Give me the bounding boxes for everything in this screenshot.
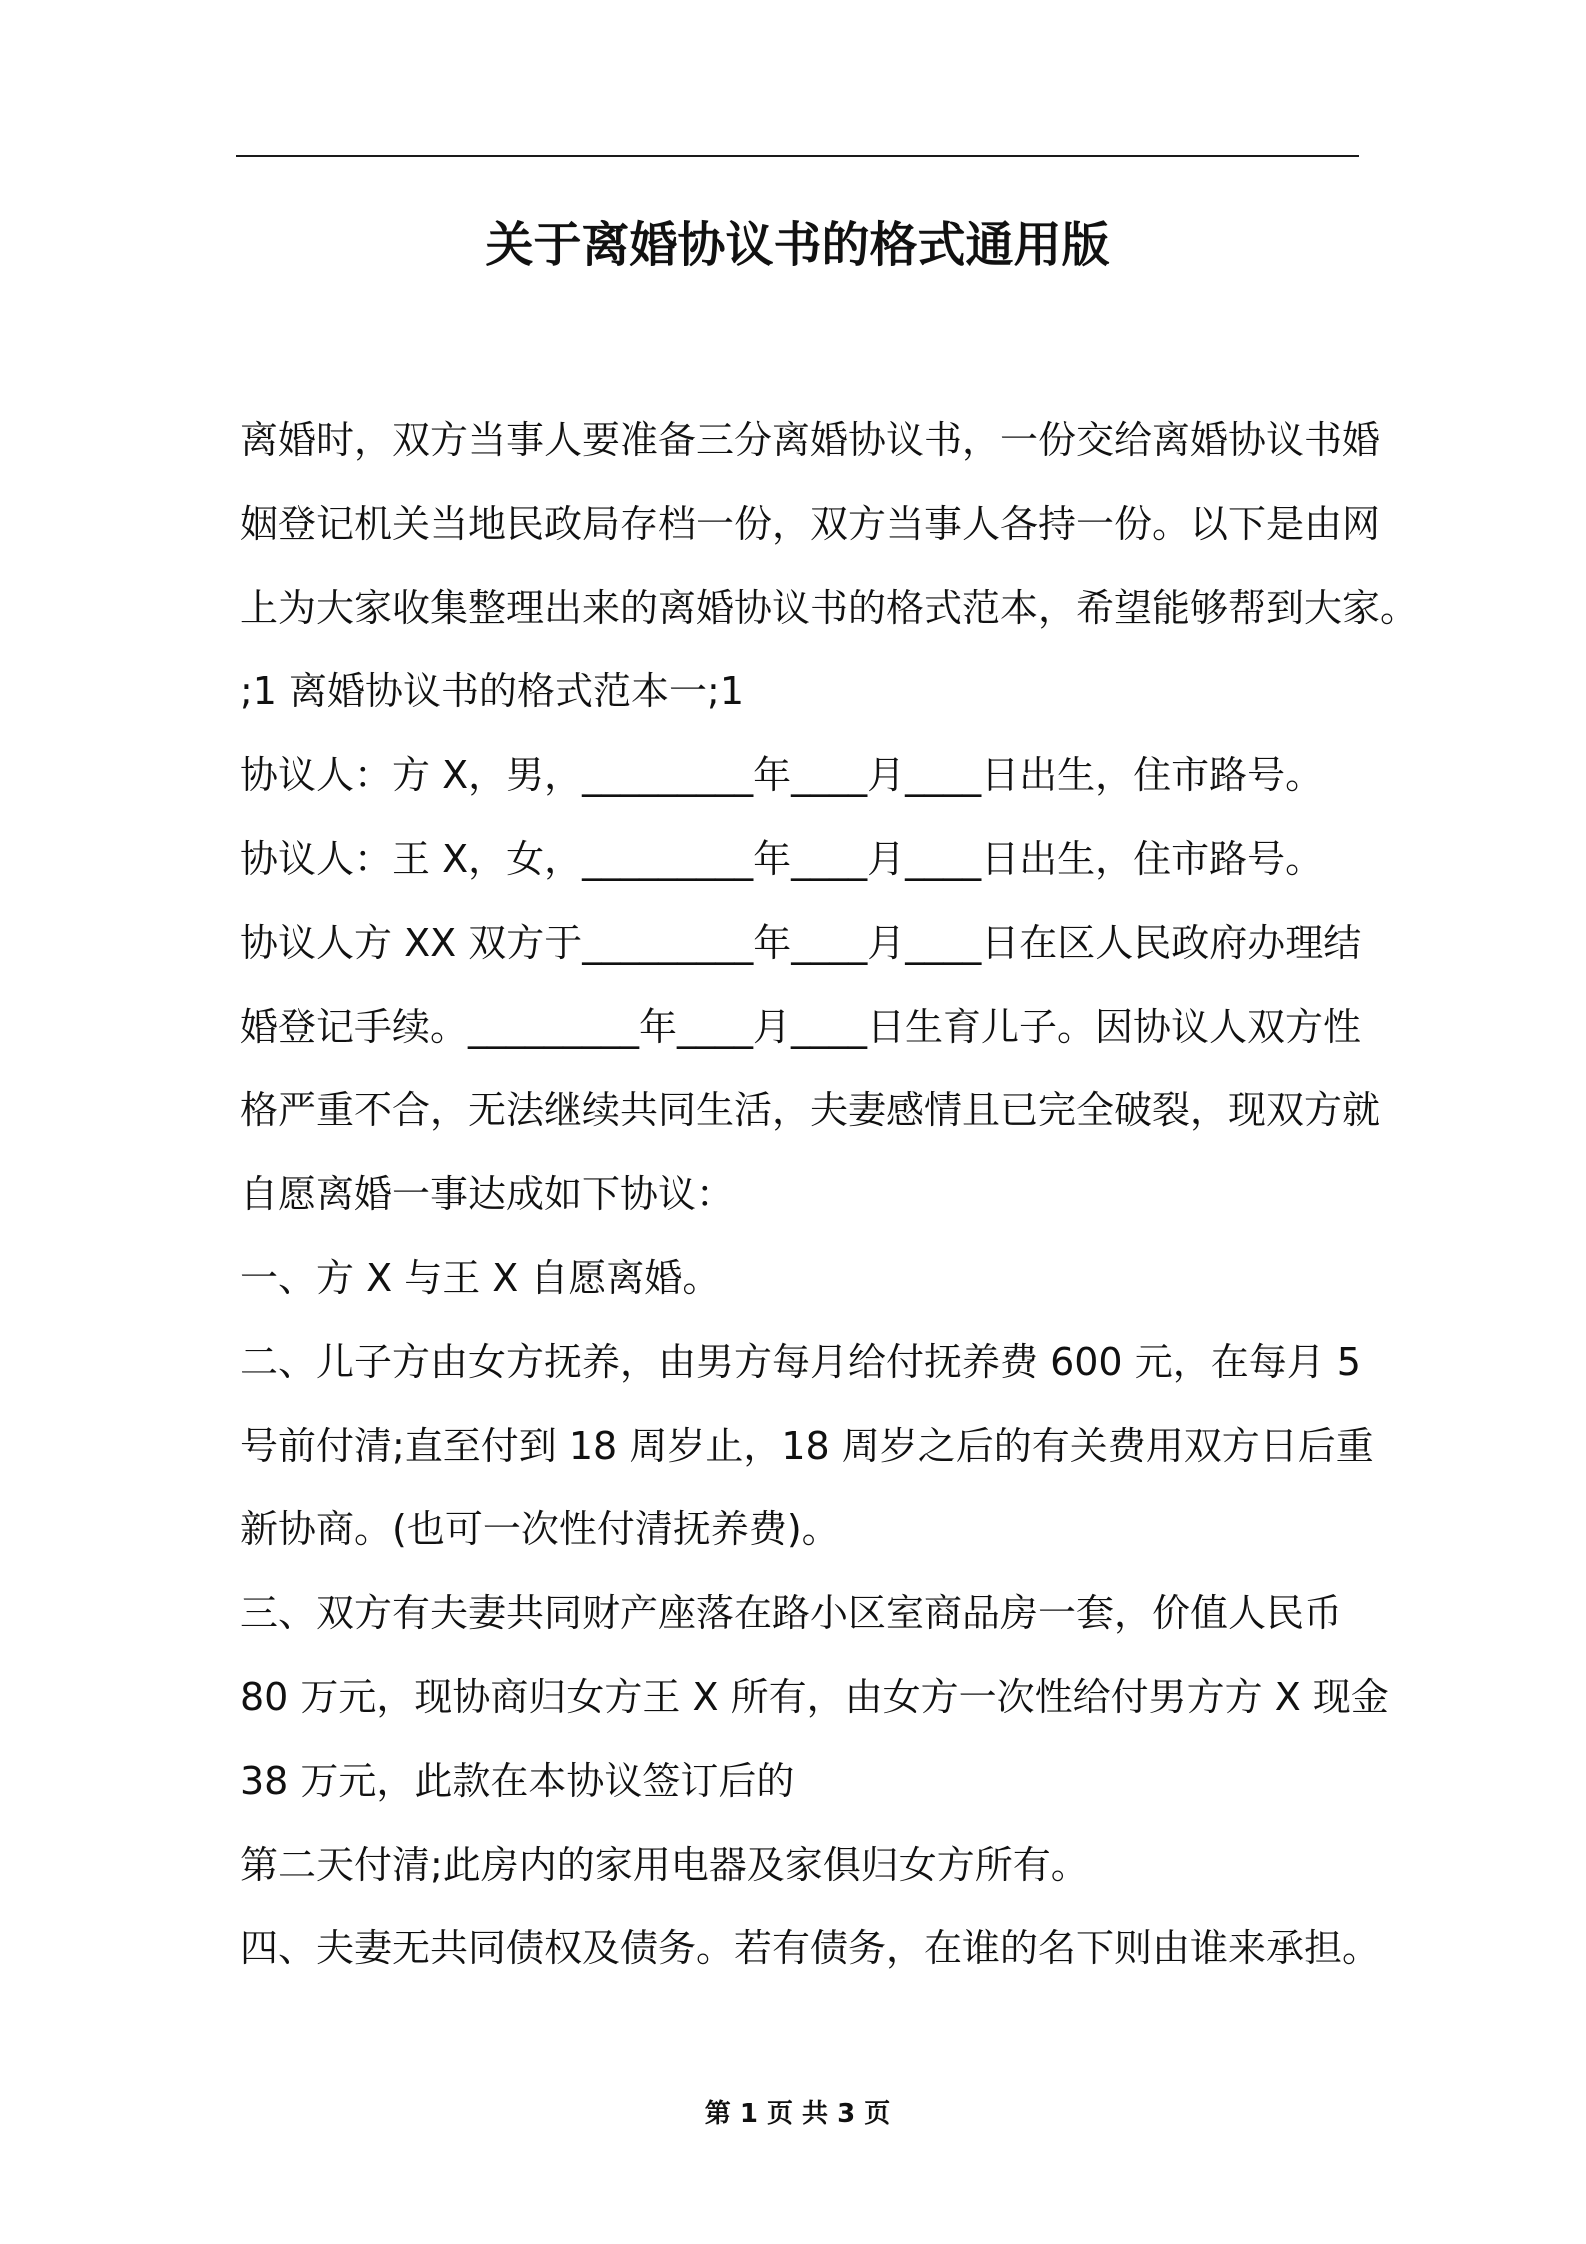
clause-one: 一、方 X 与王 X 自愿离婚。 (240, 1255, 721, 1300)
header-rule (236, 155, 1359, 157)
body-line: 协议人：方 X，男，_________年____月____日出生，住市路号。 (240, 753, 1324, 798)
body-line: 新协商。(也可一次性付清抚养费)。 (240, 1507, 840, 1552)
clause-two: 二、儿子方由女方抚养，由男方每月给付抚养费 600 元，在每月 5 (240, 1339, 1361, 1384)
clause-four: 四、夫妻无共同债权及债务。若有债务，在谁的名下则由谁来承担。 (240, 1926, 1381, 1971)
body-line: 80 万元，现协商归女方王 X 所有，由女方一次性给付男方方 X 现金 (240, 1674, 1389, 1719)
body-line: 自愿离婚一事达成如下协议： (240, 1172, 735, 1217)
body-line: 38 万元，此款在本协议签订后的 (240, 1758, 795, 1803)
body-line: 第二天付清;此房内的家用电器及家俱归女方所有。 (240, 1842, 1089, 1887)
body-line: 姻登记机关当地民政局存档一份，双方当事人各持一份。以下是由网 (240, 501, 1381, 546)
document-body (240, 405, 1419, 1997)
section-heading: ;1 离婚协议书的格式范本一;1 (240, 669, 745, 714)
document-title: 关于离婚协议书的格式通用版 (485, 217, 1110, 273)
body-line: 离婚时，双方当事人要准备三分离婚协议书，一份交给离婚协议书婚 (240, 418, 1381, 462)
body-line: 婚登记手续。_________年____月____日生育儿子。因协议人双方性 (240, 1004, 1362, 1049)
body-line: 格严重不合，无法继续共同生活，夫妻感情且已完全破裂，现双方就 (240, 1088, 1381, 1133)
body-line: 上为大家收集整理出来的离婚协议书的格式范本，希望能够帮到大家。 (240, 585, 1419, 630)
body-line: 协议人：王 X，女，_________年____月____日出生，住市路号。 (240, 836, 1324, 881)
body-line: 协议人方 XX 双方于_________年____月____日在区人民政府办理结 (240, 920, 1362, 965)
clause-three: 三、双方有夫妻共同财产座落在路小区室商品房一套，价值人民币 (240, 1591, 1343, 1636)
body-line: 号前付清;直至付到 18 周岁止，18 周岁之后的有关费用双方日后重 (240, 1423, 1374, 1468)
page-number-footer: 第 1 页 共 3 页 (704, 2099, 891, 2129)
